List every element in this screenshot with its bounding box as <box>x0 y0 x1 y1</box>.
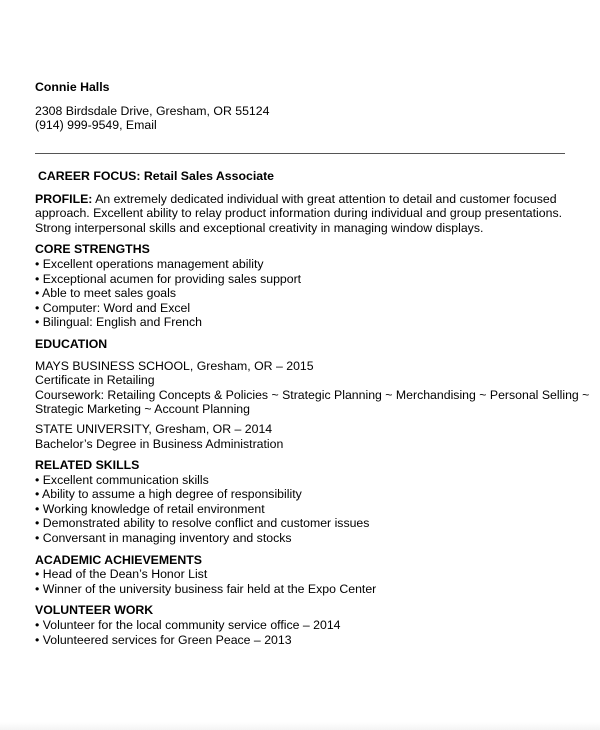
related-skills-list <box>35 473 575 546</box>
education-credential: Bachelor’s Degree in Business Administration <box>35 436 284 451</box>
academic-achievements-list <box>35 567 575 596</box>
candidate-name: Connie Halls <box>35 80 110 94</box>
education-coursework-2: Strategic Marketing ~ Account Planning <box>35 402 250 417</box>
list-item: • Able to meet sales goals <box>35 286 177 301</box>
education-credential: Certificate in Retailing <box>35 373 155 388</box>
education-entry <box>35 358 590 417</box>
list-item: • Winner of the university business fair held at the Expo Center <box>35 581 377 596</box>
career-focus-value: Retail Sales Associate <box>143 169 275 183</box>
list-item: • Conversant in managing inventory and stocks <box>35 531 292 546</box>
list-item: • Excellent communication skills <box>35 472 209 487</box>
list-item: • Computer: Word and Excel <box>35 300 191 315</box>
education-school: STATE UNIVERSITY, Gresham, OR – 2014 <box>35 421 273 436</box>
profile-label: PROFILE: <box>35 191 93 206</box>
education-entry <box>35 422 575 451</box>
list-item: • Ability to assume a high degree of responsibility <box>35 487 302 502</box>
list-item: • Demonstrated ability to resolve conflict and customer issues <box>35 516 370 531</box>
academic-achievements-heading: ACADEMIC ACHIEVEMENTS <box>35 552 202 567</box>
profile-line-2: approach. Excellent ability to relay product information during individual and group presentations. <box>35 206 563 221</box>
profile-text-1: An extremely dedicated individual with great attention to detail and customer focused <box>95 191 557 206</box>
volunteer-work-heading: VOLUNTEER WORK <box>35 603 154 618</box>
volunteer-work-list <box>35 618 575 647</box>
related-skills-heading: RELATED SKILLS <box>35 458 140 473</box>
core-strengths-heading: CORE STRENGTHS <box>35 242 150 257</box>
list-item: • Volunteered services for Green Peace – 2013 <box>35 632 292 647</box>
resume-body <box>35 169 590 647</box>
profile-section <box>35 192 575 236</box>
list-item: • Volunteer for the local community service office – 2014 <box>35 618 341 633</box>
list-item: • Excellent operations management ability <box>35 256 264 271</box>
education-school: MAYS BUSINESS SCHOOL, Gresham, OR – 2015 <box>35 358 314 373</box>
list-item: • Head of the Dean’s Honor List <box>35 567 208 582</box>
education-coursework-1: Coursework: Retailing Concepts & Policies ~ Strategic Planning ~ Merchandising ~ Personal Selling ~ <box>35 387 590 402</box>
list-item: • Working knowledge of retail environment <box>35 501 265 516</box>
list-item: • Exceptional acumen for providing sales support <box>35 271 302 286</box>
contact-header <box>35 80 269 133</box>
phone-email-line: (914) 999-9549, Email <box>35 118 157 133</box>
profile-line-3: Strong interpersonal skills and exceptional creativity in managing window displays. <box>35 220 484 235</box>
list-item: • Bilingual: English and French <box>35 315 202 330</box>
career-focus-label: CAREER FOCUS: <box>38 169 141 183</box>
education-heading: EDUCATION <box>35 336 108 351</box>
career-focus <box>35 169 575 184</box>
address-line: 2308 Birdsdale Drive, Gresham, OR 55124 <box>35 103 270 118</box>
core-strengths-list <box>35 257 575 330</box>
profile-line-1 <box>35 192 575 207</box>
header-divider <box>35 153 565 154</box>
